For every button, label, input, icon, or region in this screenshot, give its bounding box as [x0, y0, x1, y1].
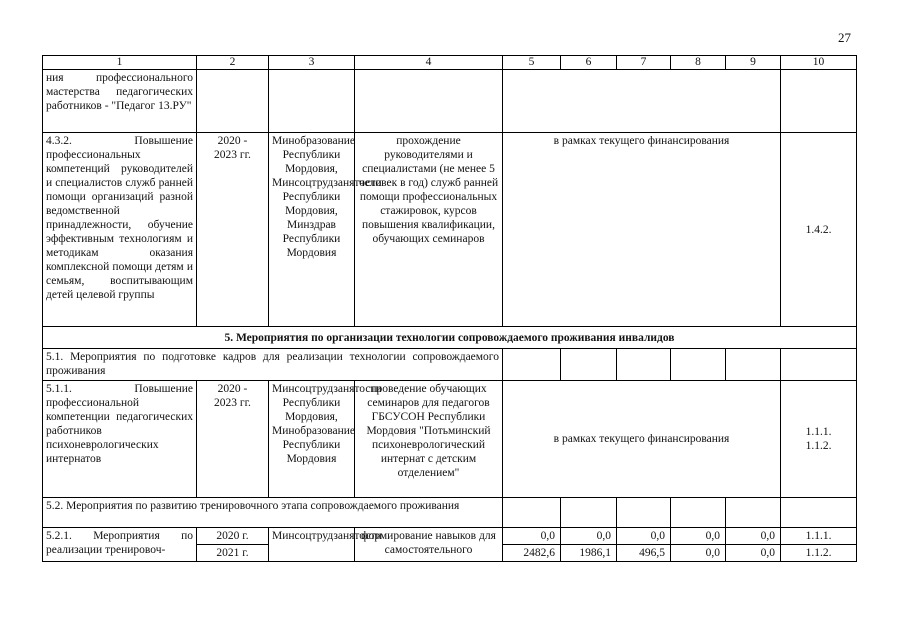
indicator-cell: 1.1.1.	[781, 528, 857, 545]
value-cell: 0,0	[671, 545, 726, 562]
table-row-4-3-2	[43, 133, 857, 327]
measures-table	[42, 55, 857, 562]
measure-name: 5.1.1. Повышение профессиональной компетенции педагогических работников психоневрологических интернатов	[43, 381, 197, 498]
column-number: 1	[43, 56, 197, 70]
indicator-cell: 1.1.2.	[781, 545, 857, 562]
column-number: 8	[671, 56, 726, 70]
subsection-5-1-row	[43, 349, 857, 381]
executor-cell: Минсоцтрудзанятости	[269, 528, 355, 562]
column-number: 6	[561, 56, 617, 70]
value-cell: 2482,6	[503, 545, 561, 562]
value-cell: 0,0	[561, 528, 617, 545]
measure-name: 5.2.1. Мероприятия по реализации тренировоч-	[43, 528, 197, 562]
measure-name: 4.3.2. Повышение профессиональных компетенций руководителей и специалистов служб ранней помощи организаций разной ведомственной принадлежности, обучение эффективным технологиям и методикам оказания комплексной помощи детям и семьям, воспитывающим детей целевой группы	[43, 133, 197, 327]
result-cell: прохождение руководителями и специалистами (не менее 5 человек в год) служб ранней помощи профессиональных стажировок, курсов повышения квалификации, обучающих семинаров	[355, 133, 503, 327]
page-number: 27	[838, 30, 851, 45]
result-cell: проведение обучающих семинаров для педагогов ГБСУСОН Республики Мордовия "Потьминский психоневрологический интернат с детским отделением"	[355, 381, 503, 498]
value-cell: 1986,1	[561, 545, 617, 562]
period-cell: 2020 - 2023 гг.	[197, 381, 269, 498]
result-cell: формирование навыков для самостоятельного	[355, 528, 503, 562]
empty-cell	[726, 498, 781, 528]
subsection-title: 5.1. Мероприятия по подготовке кадров для реализации технологии сопровождаемого проживания	[43, 349, 503, 381]
year-cell: 2020 г.	[197, 528, 269, 545]
value-cell: 496,5	[617, 545, 671, 562]
empty-cell	[671, 498, 726, 528]
subsection-title: 5.2. Мероприятия по развитию тренировочного этапа сопровождаемого проживания	[43, 498, 503, 528]
value-cell: 0,0	[726, 528, 781, 545]
indicator-cell: 1.1.1. 1.1.2.	[781, 381, 857, 498]
empty-cell	[561, 498, 617, 528]
value-cell: 0,0	[503, 528, 561, 545]
indicator-cell: 1.4.2.	[781, 133, 857, 327]
funding-cell: в рамках текущего финансирования	[503, 381, 781, 498]
column-number: 10	[781, 56, 857, 70]
column-number: 9	[726, 56, 781, 70]
column-number: 7	[617, 56, 671, 70]
column-number: 3	[269, 56, 355, 70]
year-cell: 2021 г.	[197, 545, 269, 562]
section-5-heading-row	[43, 327, 857, 349]
empty-cell	[617, 349, 671, 381]
section-title: 5. Мероприятия по организации технологии сопровождаемого проживания инвалидов	[43, 327, 857, 349]
value-cell: 0,0	[671, 528, 726, 545]
empty-cell	[197, 70, 269, 133]
subsection-5-2-row	[43, 498, 857, 528]
empty-cell	[561, 349, 617, 381]
table-row-5-1-1	[43, 381, 857, 498]
empty-cell	[781, 349, 857, 381]
executor-cell: Минобразование Республики Мордовия, Минсоцтрудзанятости Республики Мордовия, Минздрав Республики Мордовия	[269, 133, 355, 327]
empty-cell	[503, 70, 781, 133]
value-cell: 0,0	[726, 545, 781, 562]
funding-cell: в рамках текущего финансирования	[503, 133, 781, 327]
empty-cell	[617, 498, 671, 528]
table-row-5-2-1-year-2020	[43, 528, 857, 545]
empty-cell	[355, 70, 503, 133]
column-number: 2	[197, 56, 269, 70]
empty-cell	[781, 70, 857, 133]
measure-name: ния профессионального мастерства педагогических работников - "Педагог 13.РУ"	[43, 70, 197, 133]
column-number: 5	[503, 56, 561, 70]
column-number-row	[43, 56, 857, 70]
empty-cell	[726, 349, 781, 381]
column-number: 4	[355, 56, 503, 70]
executor-cell: Минсоцтрудзанятости Республики Мордовия, Минобразование Республики Мордовия	[269, 381, 355, 498]
empty-cell	[671, 349, 726, 381]
empty-cell	[503, 349, 561, 381]
empty-cell	[781, 498, 857, 528]
table-row-4-3-1-continued	[43, 70, 857, 133]
empty-cell	[269, 70, 355, 133]
value-cell: 0,0	[617, 528, 671, 545]
period-cell: 2020 - 2023 гг.	[197, 133, 269, 327]
empty-cell	[503, 498, 561, 528]
